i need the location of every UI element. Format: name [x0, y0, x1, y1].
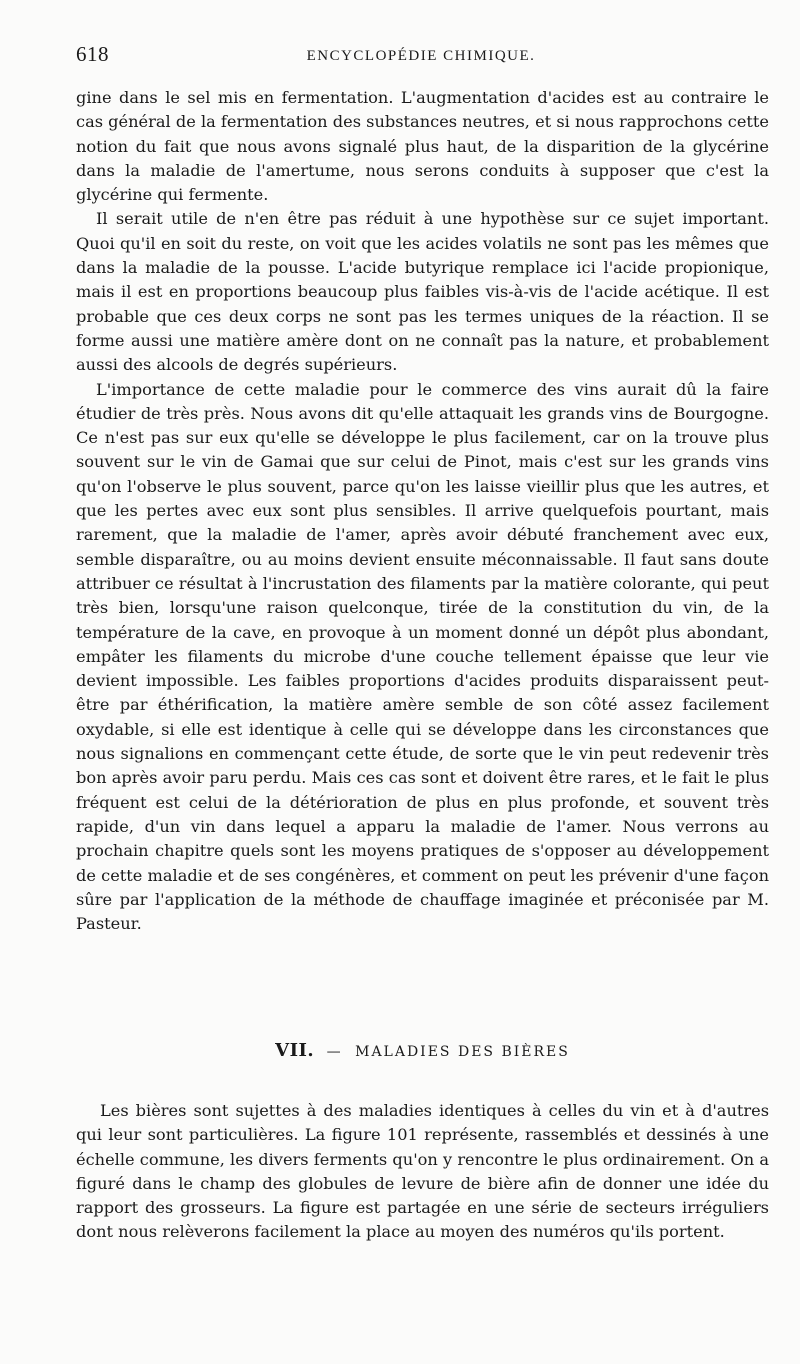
- section-text: [76, 1099, 769, 1245]
- paragraph: L'importance de cette maladie pour le commerce des vins aurait dû la faire étudier de très près. Nous avons dit qu'elle attaquait les grands vins de Bourgogne. Ce n'est pas sur eux qu'elle se développe le plus facilement, car on la trouve plus souvent sur le vin de Gamai que sur celui de Pinot, mais c'est sur les grands vins qu'on l'observe le plus souvent, parce qu'on les laisse vieillir plus que les autres, et que les pertes avec eux sont plus sensibles. Il arrive quelquefois pourtant, mais rarement, que la maladie de l'amer, après avoir débuté franchement avec eux, semble disparaître, ou au moins devient ensuite méconnaissable. Il faut sans doute attribuer ce résultat à l'incrustation des filaments par la matière colorante, qui peut très bien, lorsqu'une raison quelconque, tirée de la constitution du vin, de la température de la cave, en provoque à un moment donné un dépôt plus abondant, empâter les filaments du microbe d'une couche tellement épaisse que leur vie devient impossible. Les faibles proportions d'acides produits disparaissent peut-être par éthérification, la matière amère semble de son côté assez facilement oxydable, si elle est identique à celle qui se développe dans les circonstances que nous signalions en commençant cette étude, de sorte que le vin peut redevenir très bon après avoir paru perdu. Mais ces cas sont et doivent être rares, et le fait le plus fréquent est celui de la détérioration de plus en plus profonde, et souvent très rapide, d'un vin dans lequel a apparu la maladie de l'amer. Nous verrons au prochain chapitre quels sont les moyens pratiques de s'opposer au développement de cette maladie et de ses congénères, et comment on peut les prévenir d'une façon sûre par l'application de la méthode de chauffage imaginée et préconisée par M. Pasteur.: [76, 379, 769, 934]
- page-header: [76, 42, 766, 72]
- section-title: MALADIES DES BIÈRES: [355, 1044, 570, 1060]
- body-text: [76, 86, 769, 936]
- running-title: ENCYCLOPÉDIE CHIMIQUE.: [306, 48, 536, 64]
- section-heading: [76, 1040, 769, 1061]
- section-number: VII.: [275, 1040, 315, 1061]
- paragraph: Il serait utile de n'en être pas réduit à une hypothèse sur ce sujet important. Quoi qu'il en soit du reste, on voit que les acides volatils ne sont pas les mêmes que dans la maladie de la pousse. L'acide butyrique remplace ici l'acide propionique, mais il est en proportions beaucoup plus faibles vis-à-vis de l'acide acétique. Il est probable que ces deux corps ne sont pas les termes uniques de la réaction. Il se forme aussi une matière amère dont on ne connaît pas la nature, et probablement aussi des alcools de degrés supérieurs.: [76, 209, 769, 375]
- section-dash: —: [326, 1044, 343, 1060]
- paragraph: gine dans le sel mis en fermentation. L'augmentation d'acides est au contraire le cas général de la fermentation des substances neutres, et si nous rapprochons cette notion du fait que nous avons signalé plus haut, de la disparition de la glycérine dans la maladie de l'amertume, nous serons conduits à supposer que c'est la glycérine qui fermente.: [76, 88, 769, 205]
- section-paragraph: Les bières sont sujettes à des maladies identiques à celles du vin et à d'autres qui leur sont particulières. La figure 101 représente, rassemblés et dessinés à une échelle commune, les divers ferments qu'on y rencontre le plus ordinairement. On a figuré dans le champ des globules de levure de bière afin de donner une idée du rapport des grosseurs. La figure est partagée en une série de secteurs irréguliers dont nous relèverons facilement la place au moyen des numéros qu'ils portent.: [76, 1101, 769, 1242]
- page-number: 618: [76, 42, 109, 66]
